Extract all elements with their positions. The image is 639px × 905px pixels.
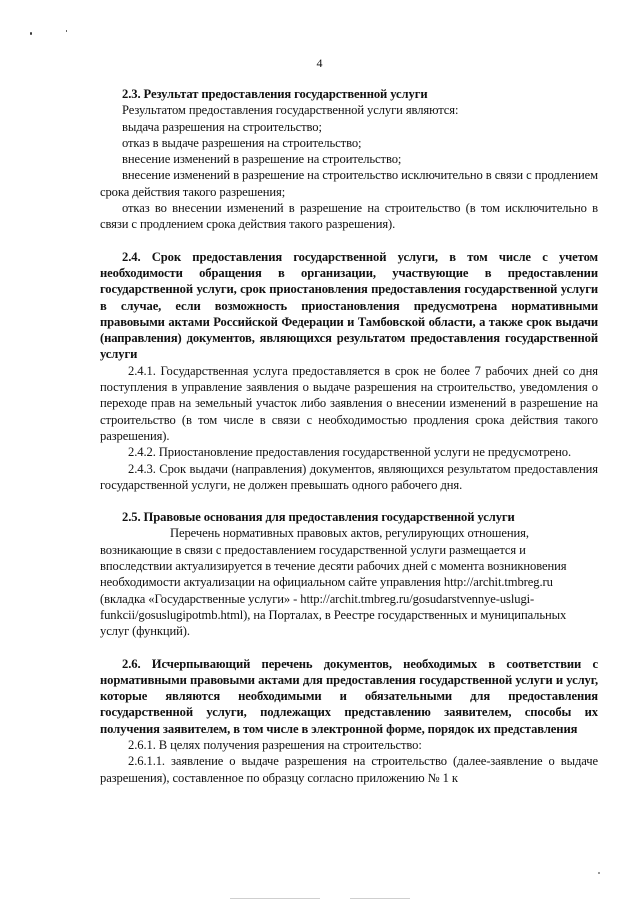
result-item: выдача разрешения на строительство;: [122, 119, 322, 134]
result-item: отказ в выдаче разрешения на строительство;: [122, 135, 362, 150]
page-number: 4: [316, 56, 323, 70]
result-item: внесение изменений в разрешение на строительство исключительно в связи с продлением срока действия такого разрешения;: [100, 168, 598, 199]
section-2-4-title: 2.4. Срок предоставления государственной услуги, в том числе с учетом необходимости обращения в организации, участвующие в предоставлении государственной услуги, срок приостановления предоставления государственной услуги в случае, если возможность приостановления предусмотрена нормативными правовыми актами Российской Федерации и Тамбовской области, а также срок выдачи (направления) документов, являющихся результатом предоставления государственной услуги: [100, 249, 598, 362]
section-2-3-title: 2.3. Результат предоставления государственной услуги: [122, 87, 428, 101]
scan-speck: [30, 32, 32, 35]
document-body: [100, 86, 598, 786]
section-2-5-body: Перечень нормативных правовых актов, регулирующих отношения, возникающие в связи с предоставлением государственной услуги размещается и впоследствии актуализируется в течение десяти рабочих дней с момента возникновения необходимости актуализации на официальном сайте управления http://archit.tmbreg.ru (вкладка «Государственные услуги» - http://archit.tmbreg.ru/gosudarstvennye-uslugi-funkcii/gosuslugipotmb.html), на Порталах, в Реестре государственных и муниципальных услуг (функций).: [100, 526, 567, 639]
section-2-4-2: 2.4.2. Приостановление предоставления государственной услуги не предусмотрено.: [128, 445, 572, 460]
section-2-6-1: 2.6.1. В целях получения разрешения на строительство:: [128, 737, 422, 752]
result-item: отказ во внесении изменений в разрешение на строительство (в том исключительно в связи с продлением срока действия такого разрешения).: [100, 201, 598, 232]
section-2-6-1-1: 2.6.1.1. заявление о выдаче разрешения на строительство (далее-заявление о выдаче разрешения), составленное по образцу согласно приложению № 1 к: [100, 754, 598, 785]
result-item: внесение изменений в разрешение на строительство;: [122, 152, 402, 167]
scan-bottom-mark: [350, 898, 410, 899]
section-2-6-title: 2.6. Исчерпывающий перечень документов, необходимых в соответствии с нормативными правовыми актами для предоставления государственной услуги и услуг, которые являются необходимыми и обязательными для предоставления государственной услуги, подлежащих представлению заявителем, способы их получения заявителем, в том числе в электронной форме, порядок их представления: [100, 656, 598, 736]
scan-bottom-mark: [230, 898, 320, 899]
scan-speck: [598, 872, 600, 874]
section-2-3-intro: Результатом предоставления государственной услуги являются:: [122, 103, 459, 118]
section-2-4-3: 2.4.3. Срок выдачи (направления) документов, являющихся результатом предоставления государственной услуги, не должен превышать одного рабочего дня.: [100, 461, 598, 492]
section-2-5-title: 2.5. Правовые основания для предоставления государственной услуги: [122, 510, 515, 525]
section-2-4-1: 2.4.1. Государственная услуга предоставляется в срок не более 7 рабочих дней со дня поступления в управление заявления о выдаче разрешения на строительство, уведомления о переходе прав на земельный участок либо заявления о внесении изменений в разрешение на строительство (в том числе в связи с необходимостью продления срока действия такого разрешения).: [100, 363, 598, 443]
scan-speck: [66, 30, 67, 32]
